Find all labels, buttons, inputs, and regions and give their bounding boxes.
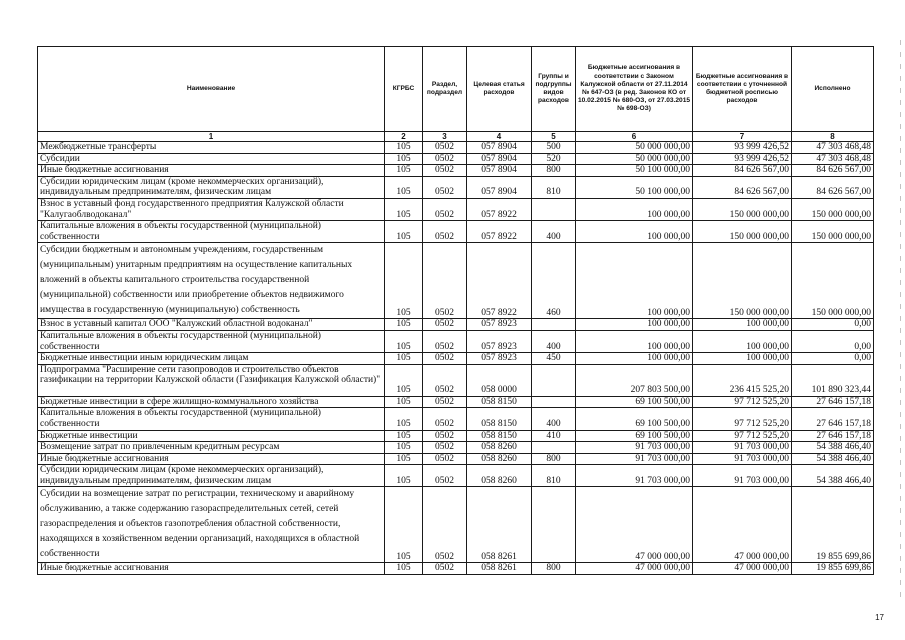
row-name: Бюджетные инвестиции в сфере жилищно-коммунального хозяйства: [38, 396, 385, 408]
row-name: Капитальные вложения в объекты государственной (муниципальной) собственности: [38, 330, 385, 352]
table-row: [38, 487, 874, 563]
row-vid: [532, 319, 576, 331]
row-name: Субсидии юридическим лицам (кроме некоммерческих организаций), индивидуальным предпринимателям, физическим лицам: [38, 465, 385, 487]
row-vid: 800: [532, 453, 576, 465]
header-utochn: Бюджетные ассигнования в соответствии с уточненной бюджетной росписью расходов: [693, 47, 792, 132]
row-vid: [532, 442, 576, 454]
row-kgrbs: 105: [385, 563, 423, 575]
row-razdel: 0502: [423, 176, 467, 198]
col-number: 6: [576, 132, 693, 142]
row-vid: 810: [532, 465, 576, 487]
row-ispolneno: 150 000 000,00: [792, 221, 874, 243]
row-celevaya: 057 8904: [467, 165, 532, 177]
row-utochn: 150 000 000,00: [693, 198, 792, 220]
row-budget: 50 000 000,00: [576, 142, 693, 154]
row-razdel: 0502: [423, 153, 467, 165]
row-kgrbs: 105: [385, 165, 423, 177]
row-ispolneno: 19 855 699,86: [792, 487, 874, 563]
row-vid: [532, 364, 576, 396]
row-vid: [532, 396, 576, 408]
row-budget: 91 703 000,00: [576, 442, 693, 454]
row-kgrbs: 105: [385, 430, 423, 442]
row-utochn: 150 000 000,00: [693, 221, 792, 243]
row-celevaya: 057 8904: [467, 153, 532, 165]
row-razdel: 0502: [423, 330, 467, 352]
row-vid: 450: [532, 353, 576, 365]
row-utochn: 91 703 000,00: [693, 465, 792, 487]
row-celevaya: 057 8922: [467, 243, 532, 319]
row-ispolneno: 101 890 323,44: [792, 364, 874, 396]
row-utochn: 97 712 525,20: [693, 408, 792, 430]
row-budget: 91 703 000,00: [576, 453, 693, 465]
margin-dots: [900, 40, 901, 600]
row-kgrbs: 105: [385, 330, 423, 352]
row-name: Межбюджетные трансферты: [38, 142, 385, 154]
table-row: [38, 408, 874, 430]
table-row: [38, 176, 874, 198]
table-row: [38, 563, 874, 575]
row-celevaya: 057 8923: [467, 353, 532, 365]
row-name: Бюджетные инвестиции: [38, 430, 385, 442]
row-name: Субсидии: [38, 153, 385, 165]
col-number: 1: [38, 132, 385, 142]
row-utochn: 97 712 525,20: [693, 430, 792, 442]
table-row: [38, 153, 874, 165]
row-razdel: 0502: [423, 353, 467, 365]
row-budget: 69 100 500,00: [576, 430, 693, 442]
row-utochn: 47 000 000,00: [693, 487, 792, 563]
row-vid: 520: [532, 153, 576, 165]
row-razdel: 0502: [423, 142, 467, 154]
table-row: [38, 165, 874, 177]
table-row: [38, 353, 874, 365]
budget-table: [37, 46, 874, 575]
row-kgrbs: 105: [385, 142, 423, 154]
row-name: Взнос в уставный фонд государственного предприятия Калужской области "Калугаоблводоканал": [38, 198, 385, 220]
row-vid: 410: [532, 430, 576, 442]
row-kgrbs: 105: [385, 353, 423, 365]
row-vid: [532, 198, 576, 220]
row-budget: 69 100 500,00: [576, 408, 693, 430]
row-name: Возмещение затрат по привлеченным кредитным ресурсам: [38, 442, 385, 454]
row-utochn: 150 000 000,00: [693, 243, 792, 319]
col-number: 8: [792, 132, 874, 142]
row-ispolneno: 47 303 468,48: [792, 142, 874, 154]
row-ispolneno: 27 646 157,18: [792, 396, 874, 408]
row-kgrbs: 105: [385, 198, 423, 220]
row-ispolneno: 150 000 000,00: [792, 243, 874, 319]
row-name: Субсидии бюджетным и автономным учреждениям, государственным (муниципальным) унитарным предприятиям на осуществление капитальных вложений в объекты капитального строительства государственной (муниципальной) собственности или приобретение объектов недвижимого имущества в государственную (муниципальную) собственность: [38, 243, 385, 319]
row-ispolneno: 84 626 567,00: [792, 176, 874, 198]
row-ispolneno: 54 388 466,40: [792, 453, 874, 465]
row-kgrbs: 105: [385, 221, 423, 243]
row-name: Взнос в уставный капитал ООО "Калужский областной водоканал": [38, 319, 385, 331]
table-body: [38, 142, 874, 575]
row-celevaya: 058 8260: [467, 465, 532, 487]
row-ispolneno: 0,00: [792, 330, 874, 352]
col-number: 5: [532, 132, 576, 142]
row-kgrbs: 105: [385, 319, 423, 331]
row-budget: 100 000,00: [576, 319, 693, 331]
row-kgrbs: 105: [385, 153, 423, 165]
header-celevaya: Целевая статья расходов: [467, 47, 532, 132]
table-row: [38, 465, 874, 487]
col-number: 3: [423, 132, 467, 142]
row-razdel: 0502: [423, 453, 467, 465]
row-kgrbs: 105: [385, 364, 423, 396]
row-ispolneno: 150 000 000,00: [792, 198, 874, 220]
row-utochn: 93 999 426,52: [693, 153, 792, 165]
row-celevaya: 057 8923: [467, 330, 532, 352]
row-razdel: 0502: [423, 563, 467, 575]
row-celevaya: 057 8904: [467, 142, 532, 154]
row-name: Капитальные вложения в объекты государственной (муниципальной) собственности: [38, 408, 385, 430]
row-razdel: 0502: [423, 243, 467, 319]
row-kgrbs: 105: [385, 243, 423, 319]
row-budget: 91 703 000,00: [576, 465, 693, 487]
row-ispolneno: 27 646 157,18: [792, 408, 874, 430]
table-row: [38, 221, 874, 243]
header-name: Наименование: [38, 47, 385, 132]
table-row: [38, 319, 874, 331]
row-budget: 69 100 500,00: [576, 396, 693, 408]
row-ispolneno: 0,00: [792, 319, 874, 331]
row-razdel: 0502: [423, 319, 467, 331]
row-celevaya: 058 8260: [467, 442, 532, 454]
row-razdel: 0502: [423, 430, 467, 442]
row-name: Субсидии юридическим лицам (кроме некоммерческих организаций), индивидуальным предпринимателям, физическим лицам: [38, 176, 385, 198]
header-gruppy: Группы и подгруппы видов расходов: [532, 47, 576, 132]
row-vid: 400: [532, 408, 576, 430]
row-ispolneno: 47 303 468,48: [792, 153, 874, 165]
row-utochn: 100 000,00: [693, 330, 792, 352]
row-vid: 810: [532, 176, 576, 198]
table-row: [38, 142, 874, 154]
row-vid: [532, 487, 576, 563]
row-celevaya: 058 8261: [467, 563, 532, 575]
row-razdel: 0502: [423, 221, 467, 243]
col-number: 2: [385, 132, 423, 142]
row-razdel: 0502: [423, 465, 467, 487]
row-kgrbs: 105: [385, 487, 423, 563]
row-vid: 500: [532, 142, 576, 154]
row-celevaya: 058 8150: [467, 396, 532, 408]
row-name: Иные бюджетные ассигнования: [38, 453, 385, 465]
row-celevaya: 057 8922: [467, 198, 532, 220]
row-kgrbs: 105: [385, 176, 423, 198]
row-budget: 47 000 000,00: [576, 563, 693, 575]
row-celevaya: 057 8923: [467, 319, 532, 331]
row-ispolneno: 54 388 466,40: [792, 442, 874, 454]
table-row: [38, 430, 874, 442]
row-utochn: 84 626 567,00: [693, 176, 792, 198]
row-ispolneno: 0,00: [792, 353, 874, 365]
row-celevaya: 058 8150: [467, 408, 532, 430]
row-ispolneno: 54 388 466,40: [792, 465, 874, 487]
row-utochn: 47 000 000,00: [693, 563, 792, 575]
col-number: 4: [467, 132, 532, 142]
row-utochn: 100 000,00: [693, 319, 792, 331]
header-row: [38, 47, 874, 132]
row-ispolneno: 27 646 157,18: [792, 430, 874, 442]
table-row: [38, 198, 874, 220]
row-budget: 100 000,00: [576, 353, 693, 365]
row-kgrbs: 105: [385, 396, 423, 408]
row-name: Субсидии на возмещение затрат по регистрации, техническому и аварийному обслуживанию, а также содержанию газораспределительных сетей, сетей газораспределения и объектов газопотребления областной собственности, находящихся в хозяйственном ведении организаций, находящихся в областной собственности: [38, 487, 385, 563]
row-ispolneno: 19 855 699,86: [792, 563, 874, 575]
header-budget: Бюджетные ассигнования в соответствии с Законом Калужской области от 27.11.2014 № 647-ОЗ (в ред. Законов КО от 10.02.2015 № 680-ОЗ, от 27.03.2015 № 698-ОЗ): [576, 47, 693, 132]
row-vid: 460: [532, 243, 576, 319]
row-razdel: 0502: [423, 165, 467, 177]
row-celevaya: 058 8150: [467, 430, 532, 442]
row-name: Иные бюджетные ассигнования: [38, 563, 385, 575]
row-name: Бюджетные инвестиции иным юридическим лицам: [38, 353, 385, 365]
row-vid: 800: [532, 165, 576, 177]
row-name: Иные бюджетные ассигнования: [38, 165, 385, 177]
row-vid: 400: [532, 221, 576, 243]
row-razdel: 0502: [423, 198, 467, 220]
row-budget: 100 000,00: [576, 243, 693, 319]
row-utochn: 93 999 426,52: [693, 142, 792, 154]
row-celevaya: 058 8260: [467, 453, 532, 465]
row-kgrbs: 105: [385, 465, 423, 487]
table-row: [38, 364, 874, 396]
header-razdel: Раздел, подраздел: [423, 47, 467, 132]
header-ispolneno: Исполнено: [792, 47, 874, 132]
row-budget: 207 803 500,00: [576, 364, 693, 396]
row-utochn: 97 712 525,20: [693, 396, 792, 408]
table-row: [38, 330, 874, 352]
row-name: Подпрограмма "Расширение сети газопроводов и строительство объектов газификации на территории Калужской области (Газификация Калужской области)": [38, 364, 385, 396]
row-vid: 400: [532, 330, 576, 352]
col-number: 7: [693, 132, 792, 142]
row-celevaya: 058 8261: [467, 487, 532, 563]
row-razdel: 0502: [423, 442, 467, 454]
row-vid: 800: [532, 563, 576, 575]
row-kgrbs: 105: [385, 453, 423, 465]
row-budget: 100 000,00: [576, 198, 693, 220]
row-budget: 47 000 000,00: [576, 487, 693, 563]
row-utochn: 91 703 000,00: [693, 453, 792, 465]
row-razdel: 0502: [423, 408, 467, 430]
table-row: [38, 442, 874, 454]
row-ispolneno: 84 626 567,00: [792, 165, 874, 177]
row-utochn: 91 703 000,00: [693, 442, 792, 454]
row-utochn: 84 626 567,00: [693, 165, 792, 177]
row-celevaya: 058 0000: [467, 364, 532, 396]
row-razdel: 0502: [423, 487, 467, 563]
row-name: Капитальные вложения в объекты государственной (муниципальной) собственности: [38, 221, 385, 243]
row-kgrbs: 105: [385, 442, 423, 454]
table-row: [38, 243, 874, 319]
row-razdel: 0502: [423, 396, 467, 408]
header-kgrbs: КГРБС: [385, 47, 423, 132]
row-razdel: 0502: [423, 364, 467, 396]
row-budget: 100 000,00: [576, 221, 693, 243]
row-budget: 50 100 000,00: [576, 165, 693, 177]
row-budget: 50 000 000,00: [576, 153, 693, 165]
row-budget: 50 100 000,00: [576, 176, 693, 198]
row-kgrbs: 105: [385, 408, 423, 430]
table-row: [38, 453, 874, 465]
row-utochn: 100 000,00: [693, 353, 792, 365]
table-row: [38, 396, 874, 408]
row-celevaya: 057 8922: [467, 221, 532, 243]
page-number: 17: [875, 613, 884, 622]
row-budget: 100 000,00: [576, 330, 693, 352]
column-number-row: [38, 132, 874, 142]
row-celevaya: 057 8904: [467, 176, 532, 198]
row-utochn: 236 415 525,20: [693, 364, 792, 396]
